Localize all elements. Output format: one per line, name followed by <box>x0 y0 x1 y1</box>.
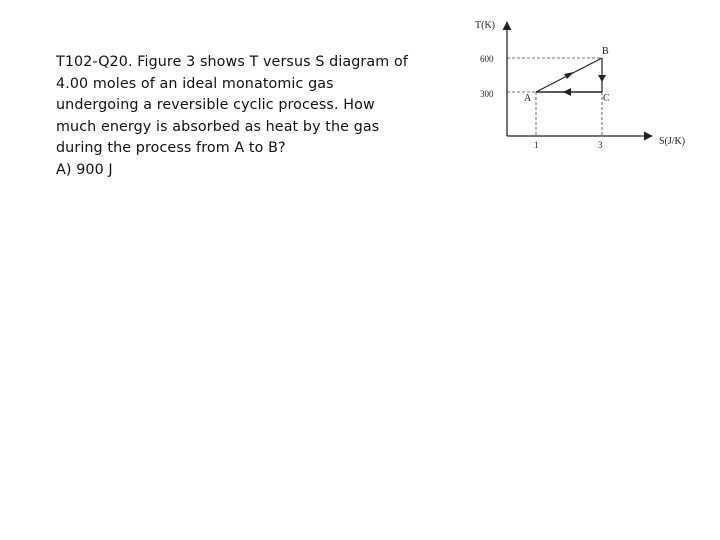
point-label-b: B <box>602 46 609 57</box>
question-line-1: T102-Q20. Figure 3 shows T versus S diagram of <box>56 54 408 70</box>
point-label-c: C <box>603 93 610 104</box>
y-tick-label-600: 600 <box>480 54 494 64</box>
arrow-c-to-a-head <box>563 88 571 96</box>
question-line-2: 4.00 moles of an ideal monatomic gas <box>56 75 334 92</box>
x-tick-label-1: 1 <box>534 140 539 150</box>
question-line-4: much energy is absorbed as heat by the gas <box>56 118 380 135</box>
answer-option-a: A) 900 J <box>56 161 113 178</box>
ts-diagram <box>470 14 710 159</box>
question-line-3: undergoing a reversible cyclic process. How <box>56 97 375 114</box>
question-line-5: during the process from A to B? <box>56 140 286 157</box>
ts-diagram-figure <box>470 14 710 159</box>
arrow-a-to-b-head <box>564 72 574 79</box>
arrow-b-to-c-head <box>598 75 606 82</box>
y-axis-label: T(K) <box>475 20 495 31</box>
x-tick-label-3: 3 <box>598 140 603 150</box>
y-tick-label-300: 300 <box>480 89 494 99</box>
point-label-a: A <box>524 93 532 104</box>
x-axis-label: S(J/K) <box>659 136 686 147</box>
question-text <box>56 52 416 182</box>
